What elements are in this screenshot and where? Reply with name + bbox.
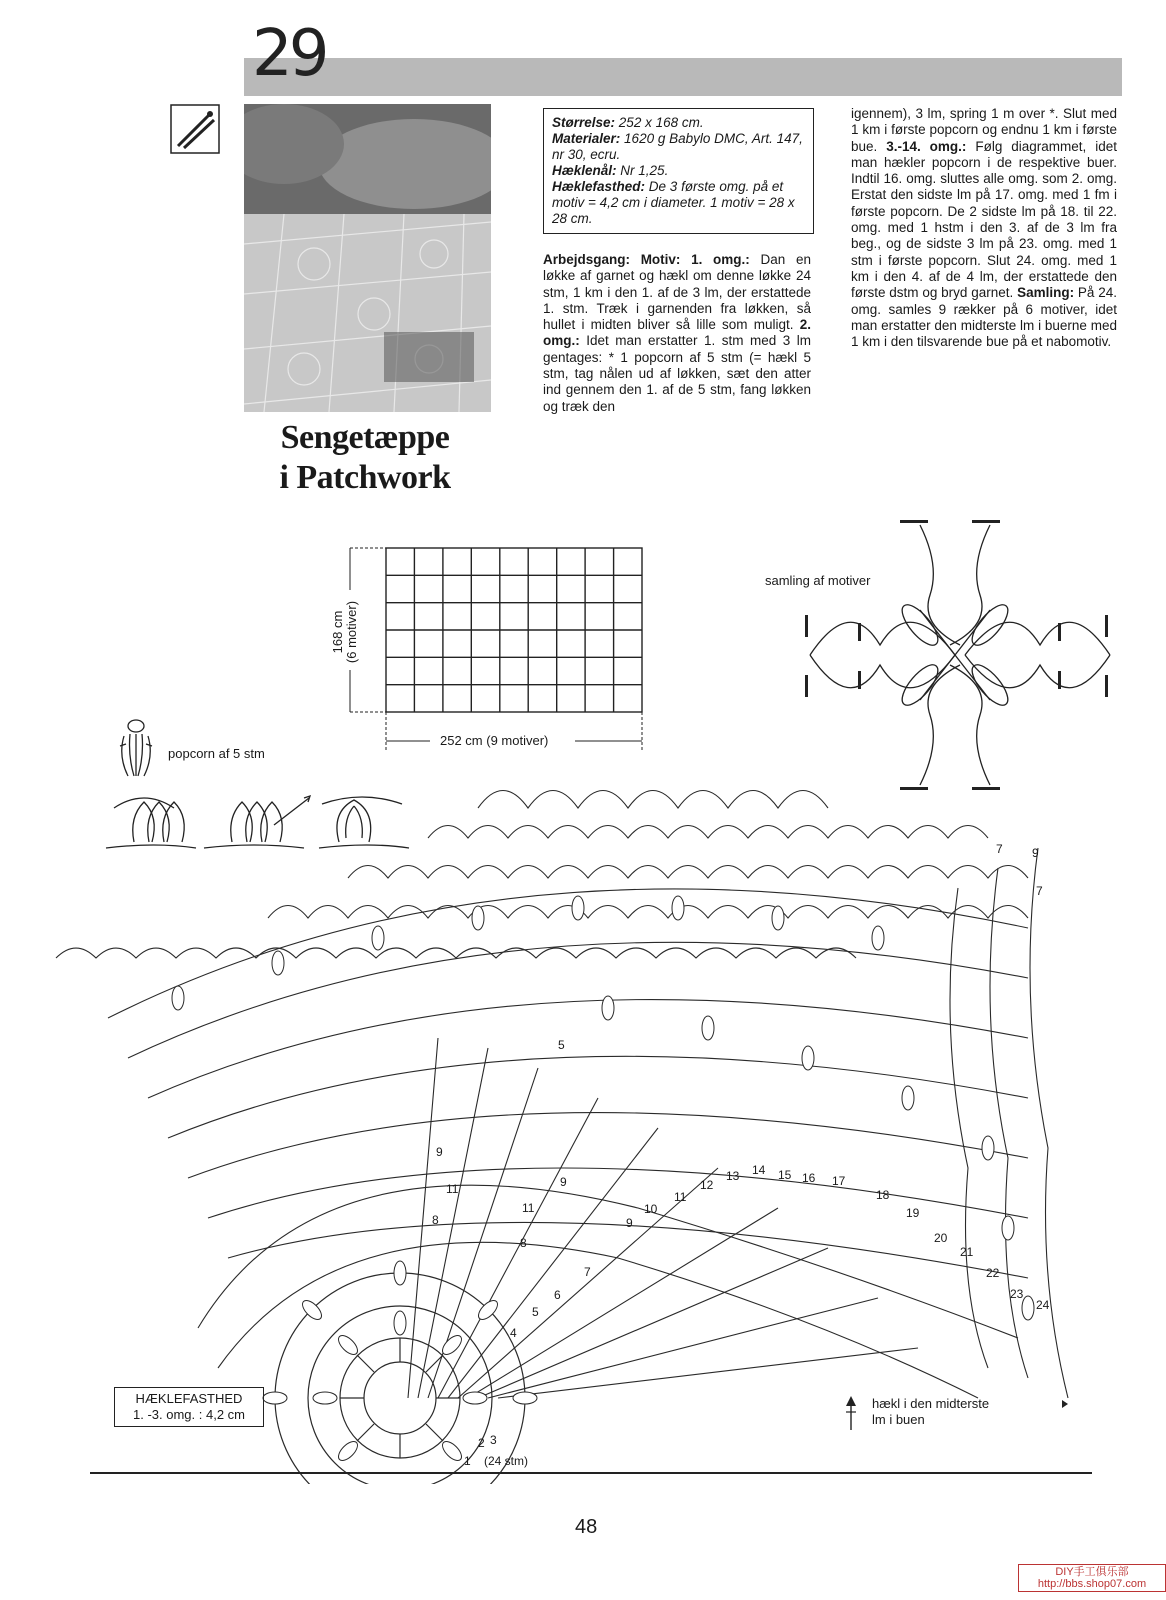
instructions-lead-3: 3.-14. omg.: [886,138,967,154]
round-label-18: 18 [876,1188,890,1202]
round-label-15: 15 [778,1168,792,1182]
round-label-11b: 11 [522,1201,535,1215]
round-label-8: 8 [432,1213,439,1227]
materials-value: 1620 g Babylo DMC, Art. 147, nr 30, ecru. [552,131,803,162]
gauge-box-value: 1. -3. omg. : 4,2 cm [133,1407,245,1422]
crochet-chart [48,768,1078,1484]
instructions-lead-2: 2. omg.: [543,317,811,349]
midchain-symbol-icon [844,1394,858,1430]
layout-height-label [331,577,359,687]
bedspread-photo [244,104,491,412]
layout-grid [320,540,650,760]
round-label-17: 17 [832,1174,846,1188]
pattern-number: 29 [252,17,326,91]
watermark [1018,1564,1166,1592]
page-title [250,418,480,498]
round-label-21: 21 [960,1245,974,1259]
hook-label: Hæklenål: [552,163,617,178]
round-label-1: 1 [464,1454,471,1468]
round-label-7-right: 7 [1036,884,1043,898]
round-label-6: 6 [554,1288,561,1302]
instructions-text-1: Dan en løkke af garnet og hækl om denne løkke 24 stm, 1 km i den 1. af de 3 lm, der erstattede 1. stm. Træk i garnenden fra løkken, så hullet i midten bliver så lille som muligt. [543,252,811,333]
instructions-text-2: Idet man erstatter 1. stm med 3 lm gentages: * 1 popcorn af 5 stm (= hækl 5 stm, tag nålen ud af løkken, sæt den atter ind gennem den 1. af de 5 stm, fang løkken og træk den [543,333,811,414]
height-cm: 168 cm [330,610,345,654]
hook-value: Nr 1,25. [620,163,669,178]
round-label-13: 13 [726,1169,740,1183]
round-label-9: 9 [436,1145,443,1159]
gauge-value: De 3 første omg. på et motiv = 4,2 cm i diameter. 1 motiv = 28 x 28 cm. [552,179,795,226]
instructions-lead-4: Samling: [1017,285,1075,301]
round-label-9c: 9 [626,1216,633,1230]
round-label-10: 10 [644,1202,658,1216]
round-label-7-top: 7 [996,842,1003,856]
size-label: Størrelse: [552,115,616,130]
joining-diagram [800,515,1120,795]
watermark-line-2: http://bbs.shop07.com [1037,1578,1147,1590]
layout-width-label: 252 cm (9 motiver) [440,733,549,748]
header-band [244,58,1122,96]
round-label-5: 5 [532,1305,539,1319]
round-label-14: 14 [752,1163,766,1177]
round-label-12: 12 [700,1178,714,1192]
round-label-7: 7 [584,1265,591,1279]
round-label-start-note: (24 stm) [484,1454,529,1468]
instructions-column-1 [543,252,811,415]
midchain-legend-line-1: hækl i den midterste [872,1396,990,1411]
instructions-text-4: Følg diagrammet, idet man hækler popcorn i de respektive buer. Indtil 16. omg. sluttes alle omg. som 2. omg. Erstat den sidste lm på 17. omg. med 1 fm i første popcorn. De 2 sidste lm på 18. til 22. omg. med 1 hstm i den 3. af de 3 lm fra beg., og de sidste 3 lm på 23. omg. med 1 stm i første popcorn. Slut 24. omg. med 1 km i den 4. af de 4 lm, der erstattede den første dstm og bryd garnet. [851,138,1118,301]
round-label-8b: 8 [520,1236,527,1250]
gauge-box-title: HÆKLEFASTHED [135,1391,243,1406]
round-label-19: 19 [906,1206,920,1220]
midchain-legend [872,1396,989,1428]
midchain-legend-line-2: lm i buen [872,1412,925,1427]
page-number: 48 [575,1516,598,1538]
materials-box [543,108,814,234]
round-label-11c: 11 [674,1190,687,1204]
title-line-1: Sengetæppe [280,419,450,456]
joining-label: samling af motiver [765,573,871,588]
instructions-lead: Arbejdsgang: Motiv: 1. omg.: [543,252,750,267]
height-motifs: (6 motiver) [344,600,359,664]
instructions-column-2 [851,106,1117,350]
materials-label: Materialer: [552,131,621,146]
round-label-16: 16 [802,1171,816,1185]
title-line-2: i Patchwork [279,459,451,496]
layout-diagram [320,540,650,760]
crochet-hook-icon [170,104,220,154]
round-label-9-top: 9 [1032,846,1039,860]
round-label-5-top: 5 [558,1038,565,1052]
footer-rule [90,1472,1092,1474]
round-label-22: 22 [986,1266,1000,1280]
size-value: 252 x 168 cm. [618,115,704,130]
round-label-24: 24 [1036,1298,1050,1312]
round-label-3: 3 [490,1433,497,1447]
round-label-9b: 9 [560,1175,567,1189]
watermark-line-1: DIY手工俱乐部 [1055,1566,1129,1578]
round-label-2: 2 [478,1436,485,1450]
round-label-23: 23 [1010,1287,1024,1301]
round-label-4: 4 [510,1326,517,1340]
gauge-box [114,1387,264,1427]
instructions-text-3: igennem), 3 lm, spring 1 m over *. Slut med 1 km i første popcorn og endnu 1 km i første bue. [851,106,1117,154]
popcorn-legend-label: popcorn af 5 stm [168,746,265,761]
round-label-20: 20 [934,1231,948,1245]
gauge-label: Hæklefasthed: [552,179,646,194]
round-label-11: 11 [446,1182,459,1196]
instructions-text-5: På 24. omg. samles 9 rækker på 6 motiver, idet man erstatter den midterste lm i buerne med 1 km i den tilsvarende bue på et nabomotiv. [851,285,1117,350]
